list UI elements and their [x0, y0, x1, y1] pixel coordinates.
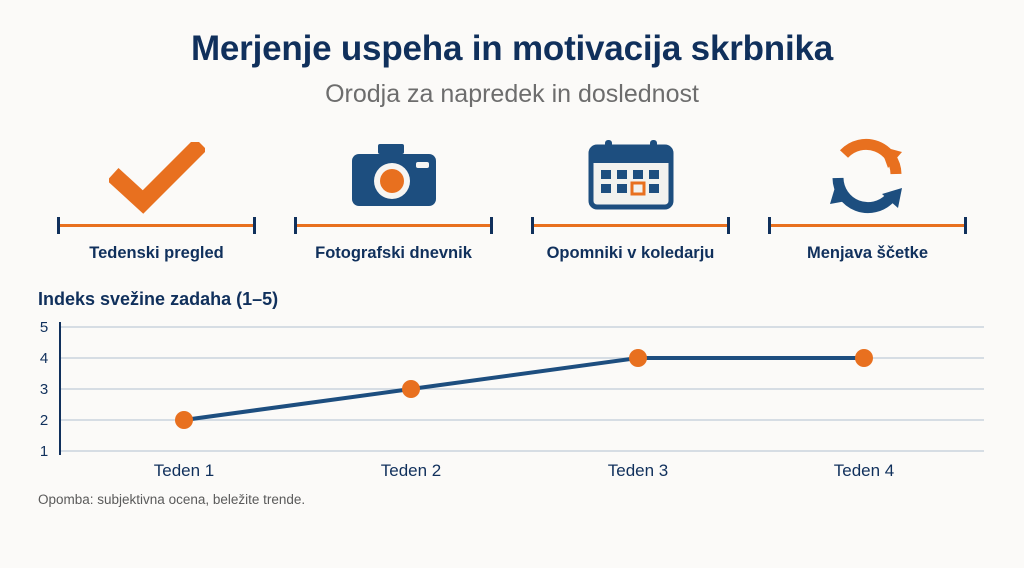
chart-section	[0, 289, 1024, 507]
x-tick-label: Teden 4	[833, 461, 895, 478]
data-point	[175, 411, 193, 429]
chart-footnote: Opomba: subjektivna ocena, beležite trende.	[38, 492, 306, 507]
icon-item-label: Fotografski dnevnik	[315, 244, 472, 262]
data-point	[855, 349, 873, 367]
calendar-icon	[585, 136, 677, 214]
y-tick-label: 5	[39, 319, 49, 336]
freshness-index-line-chart	[38, 318, 986, 478]
page-subtitle: Orodja za napredek in doslednost	[325, 79, 699, 108]
icon-strip	[0, 136, 1024, 263]
icon-item-photo-diary	[275, 136, 512, 263]
icon-item-weekly-review	[38, 136, 275, 263]
data-point	[629, 349, 647, 367]
refresh-cycle-icon	[822, 136, 914, 214]
y-tick-label: 1	[39, 443, 49, 460]
icon-item-label: Menjava ščetke	[806, 244, 929, 262]
page-title: Merjenje uspeha in motivacija skrbnika	[190, 29, 834, 68]
header	[0, 0, 1024, 108]
icon-item-calendar-reminders	[512, 136, 749, 263]
icon-item-brush-replacement	[749, 136, 986, 263]
y-tick-label: 4	[39, 350, 49, 367]
icon-rule	[57, 224, 256, 227]
y-tick-label: 2	[39, 412, 49, 429]
camera-icon	[348, 136, 440, 214]
chart-title: Indeks svežine zadaha (1–5)	[38, 289, 279, 309]
icon-item-label: Opomniki v koledarju	[546, 244, 715, 262]
x-tick-label: Teden 3	[607, 461, 669, 478]
icon-rule	[294, 224, 493, 227]
chart-canvas	[38, 318, 986, 478]
checkmark-icon	[109, 136, 205, 214]
icon-rule	[531, 224, 730, 227]
y-tick-label: 3	[39, 381, 49, 398]
icon-rule	[768, 224, 967, 227]
x-tick-label: Teden 1	[153, 461, 215, 478]
x-tick-label: Teden 2	[380, 461, 442, 478]
data-point	[402, 380, 420, 398]
icon-item-label: Tedenski pregled	[89, 244, 224, 262]
